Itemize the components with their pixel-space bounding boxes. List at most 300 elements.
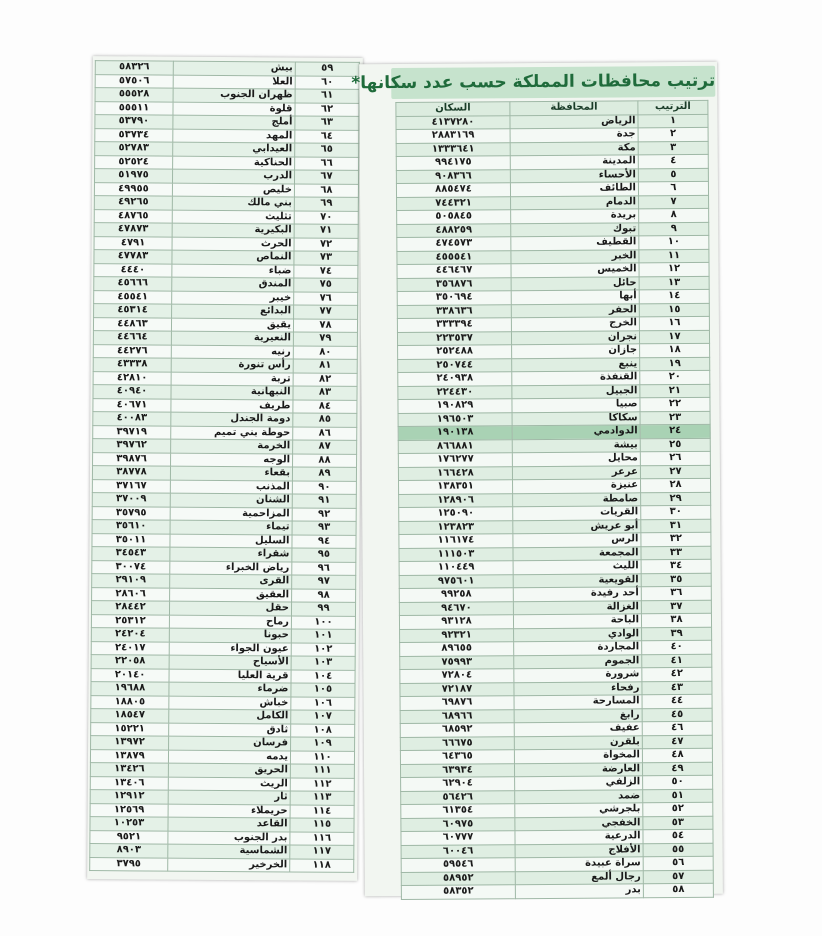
governorate-cell: السليل <box>170 534 292 548</box>
rank-cell: ٧ <box>639 195 709 209</box>
population-cell: ٦٤٣٦٥ <box>400 750 514 764</box>
governorate-cell: قرية العليا <box>169 669 291 683</box>
population-cell: ٣٧٩٥ <box>90 857 168 871</box>
population-cell: ٥٢٥٢٤ <box>95 155 173 169</box>
population-cell: ٤٥٥٥٤١ <box>397 250 511 264</box>
population-cell: ٢٤٠٩٣٨ <box>398 372 512 386</box>
rank-cell: ٢٠ <box>640 370 710 384</box>
governorate-cell: القنفذة <box>512 371 640 385</box>
governorate-header: المحافظة <box>510 101 638 115</box>
governorate-cell: الخبر <box>511 249 639 263</box>
governorate-cell: الجبيل <box>512 384 640 398</box>
governorate-cell: المجمعة <box>513 546 641 560</box>
governorate-cell: البكيرية <box>172 223 294 237</box>
rank-cell: ٦٦ <box>295 156 359 170</box>
rank-cell: ٧٩ <box>293 332 357 346</box>
governorate-cell: مكة <box>510 141 638 155</box>
rank-cell: ٢١ <box>640 384 710 398</box>
rank-cell: ٩ <box>639 222 709 236</box>
governorate-cell: رماح <box>169 615 291 629</box>
table-row <box>95 155 359 170</box>
governorate-cell: خباش <box>169 696 291 710</box>
governorate-cell: المخواة <box>514 749 642 763</box>
governorate-cell: عيون الجواء <box>169 642 291 656</box>
population-cell: ٢٨٨٣١٦٩ <box>396 129 510 143</box>
table-row <box>92 574 356 589</box>
right-page <box>351 62 723 897</box>
rank-cell: ١١٢ <box>290 777 354 791</box>
governorate-cell: فرسان <box>169 736 291 750</box>
population-cell: ١٩٦٥٠٣ <box>398 412 512 426</box>
rank-cell: ١٢ <box>639 262 709 276</box>
table-row <box>94 290 358 305</box>
table-row <box>94 169 358 184</box>
rank-cell: ٢٦ <box>640 451 710 465</box>
governorate-cell: المذنب <box>170 480 292 494</box>
population-cell: ٤٥٦٦٦ <box>94 277 172 291</box>
governorate-cell: الحفر <box>511 303 639 317</box>
rank-cell: ٥٤ <box>643 829 713 843</box>
governorate-cell: بدر <box>515 884 643 898</box>
population-cell: ٤٠٦٧١ <box>93 398 171 412</box>
page-title: ترتيب محافظات المملكة حسب عدد سكانها* <box>391 66 715 99</box>
governorate-cell: الخرخير <box>168 858 290 872</box>
governorate-cell: بقعاء <box>170 466 292 480</box>
governorate-cell: النعيرية <box>171 331 293 345</box>
table-row <box>95 142 359 157</box>
population-cell: ٦٢٩٠٤ <box>401 777 515 791</box>
rank-cell: ٥٠ <box>643 775 713 789</box>
table-row <box>93 439 357 454</box>
rank-cell: ٨٤ <box>293 399 357 413</box>
population-cell: ٦٠٠٤٦ <box>401 844 515 858</box>
population-cell: ٩٩٤١٧٥ <box>396 156 510 170</box>
population-cell: ٤٤٤٠ <box>94 263 172 277</box>
ranking-table-body <box>396 114 713 899</box>
population-cell: ٤٠٩٤٠ <box>93 385 171 399</box>
governorate-cell: المهد <box>173 129 295 143</box>
table-row <box>95 115 359 130</box>
table-row <box>92 547 356 562</box>
governorate-cell: ظهران الجنوب <box>173 88 295 102</box>
rank-cell: ٩٩ <box>291 602 355 616</box>
governorate-cell: حوطة بني تميم <box>171 426 293 440</box>
rank-cell: ٨٥ <box>293 413 357 427</box>
rank-cell: ١١٣ <box>290 791 354 805</box>
population-cell: ٥٨٣٥٢ <box>401 885 515 899</box>
table-row <box>94 196 358 211</box>
rank-cell: ٥٣ <box>643 816 713 830</box>
governorate-cell: الوادي <box>514 627 642 641</box>
governorate-cell: شقراء <box>170 547 292 561</box>
population-cell: ١٢٥٠٩٠ <box>399 507 513 521</box>
population-cell: ٨٦٦٨٨١ <box>398 439 512 453</box>
population-cell: ٩٠٨٣٦٦ <box>396 169 510 183</box>
governorate-cell: حريملاء <box>168 804 290 818</box>
table-row <box>95 101 359 116</box>
population-cell: ٩٣١٢٨ <box>399 615 513 629</box>
population-cell: ٤٩٢٦٥ <box>94 196 172 210</box>
population-cell: ٤٧٧٨٣ <box>94 250 172 264</box>
rank-cell: ٤٥ <box>642 708 712 722</box>
governorate-cell: بلقرن <box>514 735 642 749</box>
rank-cell: ١١ <box>639 249 709 263</box>
population-cell: ١٢٣٨٢٣ <box>399 520 513 534</box>
rank-cell: ٨٧ <box>293 440 357 454</box>
rank-cell: ٣١ <box>641 519 711 533</box>
table-row <box>95 61 359 76</box>
governorate-cell: المسارحة <box>514 695 642 709</box>
table-row <box>91 682 355 697</box>
governorate-cell: صامطة <box>513 492 641 506</box>
rank-cell: ٥١ <box>643 789 713 803</box>
population-cell: ٣٥٧٩٥ <box>92 506 170 520</box>
population-cell: ٣٣٣٣٩٤ <box>397 318 511 332</box>
rank-cell: ٦٣ <box>295 116 359 130</box>
governorate-cell: بني مالك <box>172 196 294 210</box>
table-row <box>92 466 356 481</box>
governorate-cell: الخرج <box>511 317 639 331</box>
rank-cell: ١٠١ <box>291 629 355 643</box>
governorate-cell: البدائع <box>172 304 294 318</box>
rank-cell: ١٠٢ <box>291 642 355 656</box>
governorate-cell: الليث <box>513 560 641 574</box>
rank-cell: ٩٥ <box>292 548 356 562</box>
table-row <box>90 803 354 818</box>
governorate-cell: بدر الجنوب <box>168 831 290 845</box>
table-row <box>93 385 357 400</box>
population-cell: ٥٣٧٣٤ <box>95 128 173 142</box>
population-cell: ٤٣٣٣٨ <box>93 358 171 372</box>
table-row <box>93 452 357 467</box>
table-row <box>93 371 357 386</box>
population-header: السكان <box>396 102 510 116</box>
population-cell: ٢٠١٤٠ <box>91 668 169 682</box>
table-row <box>91 614 355 629</box>
rank-cell: ٥٧ <box>643 870 713 884</box>
population-cell: ٦٨٥٩٢ <box>400 723 514 737</box>
population-cell: ٤٤٦٦٤ <box>93 331 171 345</box>
rank-cell: ٩٠ <box>292 480 356 494</box>
rank-cell: ١٥ <box>639 303 709 317</box>
table-row <box>94 209 358 224</box>
rank-cell: ٧٦ <box>294 291 358 305</box>
rank-cell: ٥٨ <box>643 883 713 897</box>
rank-cell: ٨٦ <box>293 426 357 440</box>
governorate-cell: الدرعية <box>515 830 643 844</box>
population-cell: ١٢٩١٢ <box>90 790 168 804</box>
rank-cell: ١٣ <box>639 276 709 290</box>
population-cell: ٤٥٥٤١ <box>94 290 172 304</box>
governorate-cell: الريث <box>168 777 290 791</box>
population-cell: ٢٥٢٤٨٨ <box>398 345 512 359</box>
rank-cell: ٥٦ <box>643 856 713 870</box>
population-cell: ٤٢٨١٠ <box>93 371 171 385</box>
ranking-table <box>395 100 714 900</box>
table-row <box>90 844 354 859</box>
population-cell: ١٣٨٣٥١ <box>399 480 513 494</box>
rank-cell: ٤٤ <box>642 694 712 708</box>
rank-cell: ٧٢ <box>294 237 358 251</box>
governorate-cell: صبيا <box>512 398 640 412</box>
rank-cell: ١١٧ <box>290 845 354 859</box>
governorate-cell: الوجه <box>171 453 293 467</box>
population-cell: ٣٧١٦٧ <box>92 479 170 493</box>
governorate-cell: رأس تنورة <box>171 358 293 372</box>
table-row <box>93 425 357 440</box>
population-cell: ٤١٣٧٢٨٠ <box>396 115 510 129</box>
rank-cell: ١١٥ <box>290 818 354 832</box>
governorate-cell: أبها <box>511 290 639 304</box>
governorate-cell: القريات <box>513 506 641 520</box>
rank-cell: ٧١ <box>294 224 358 238</box>
table-row <box>92 533 356 548</box>
population-cell: ٨٨٥٤٧٤ <box>396 183 510 197</box>
rank-cell: ٦٤ <box>295 129 359 143</box>
governorate-cell: الحريق <box>168 763 290 777</box>
population-cell: ٤٧٩١ <box>94 236 172 250</box>
rank-cell: ١٦ <box>639 316 709 330</box>
governorate-cell: المندق <box>172 277 294 291</box>
table-row <box>94 236 358 251</box>
rank-cell: ٤٩ <box>642 762 712 776</box>
rank-cell: ١٠٩ <box>291 737 355 751</box>
governorate-cell: الدوادمي <box>512 425 640 439</box>
population-cell: ٢٨٦٠٦ <box>92 587 170 601</box>
table-row <box>90 817 354 832</box>
rank-cell: ٨١ <box>293 359 357 373</box>
population-cell: ٤٤٦٤٦٧ <box>397 264 511 278</box>
rank-cell: ٤٨ <box>642 748 712 762</box>
rank-cell: ٢٥ <box>640 438 710 452</box>
governorate-cell: بيش <box>173 61 295 75</box>
governorate-cell: القاعد <box>168 817 290 831</box>
governorate-cell: ثادق <box>169 723 291 737</box>
population-cell: ٣٨٧٧٨ <box>92 466 170 480</box>
header-row <box>396 100 708 116</box>
population-cell: ٣٩٨٧٦ <box>93 452 171 466</box>
governorate-cell: حائل <box>511 276 639 290</box>
governorate-cell: سراة عبيدة <box>515 857 643 871</box>
rank-cell: ٢٩ <box>641 492 711 506</box>
governorate-cell: محايل <box>512 452 640 466</box>
table-row <box>90 763 354 778</box>
population-cell: ١٧٦٢٧٧ <box>398 453 512 467</box>
governorate-cell: الزلفي <box>515 776 643 790</box>
rank-cell: ١٠٥ <box>291 683 355 697</box>
population-cell: ١٩٠١٣٨ <box>398 426 512 440</box>
governorate-cell: العيدابي <box>173 142 295 156</box>
rank-cell: ١٠٣ <box>291 656 355 670</box>
governorate-cell: الباحة <box>513 614 641 628</box>
governorate-cell: رياض الخبراء <box>170 561 292 575</box>
governorate-cell: أملج <box>173 115 295 129</box>
population-cell: ١١١٥٠٣ <box>399 547 513 561</box>
population-cell: ٣٩٧١٩ <box>93 425 171 439</box>
governorate-cell: يقيق <box>171 318 293 332</box>
table-row <box>91 641 355 656</box>
rank-cell: ٩٤ <box>292 534 356 548</box>
rank-cell: ٨٩ <box>292 467 356 481</box>
table-row <box>93 317 357 332</box>
rank-header: الترتيب <box>638 100 708 114</box>
population-cell: ٤٩٩٥٥ <box>94 182 172 196</box>
population-cell: ٥٢٧٨٣ <box>95 142 173 156</box>
population-cell: ٩٩٢٥٨ <box>399 588 513 602</box>
population-cell: ٥٥٥١١ <box>95 101 173 115</box>
rank-cell: ٢٨ <box>641 478 711 492</box>
rank-cell: ٩٢ <box>292 507 356 521</box>
rank-cell: ٥٢ <box>643 802 713 816</box>
rank-cell: ٣٥ <box>641 573 711 587</box>
population-cell: ٩٧٥٦٠١ <box>399 574 513 588</box>
governorate-cell: بلجرشي <box>515 803 643 817</box>
rank-cell: ٤٢ <box>642 667 712 681</box>
population-cell: ٥٨٩٥٢ <box>401 871 515 885</box>
rank-cell: ٢٧ <box>640 465 710 479</box>
rank-cell: ٩٨ <box>292 588 356 602</box>
governorate-cell: القطيف <box>511 236 639 250</box>
population-cell: ٦٠٩٧٥ <box>401 817 515 831</box>
population-cell: ١٣٤٢٦ <box>90 763 168 777</box>
table-row <box>94 182 358 197</box>
table-row <box>91 601 355 616</box>
rank-cell: ١ <box>638 114 708 128</box>
table-row <box>93 344 357 359</box>
governorate-cell: بيشة <box>512 438 640 452</box>
left-page <box>87 56 363 881</box>
table-row <box>91 736 355 751</box>
table-row <box>90 776 354 791</box>
governorate-cell: دومة الجندل <box>171 412 293 426</box>
governorate-cell: الدمام <box>511 195 639 209</box>
table-row <box>93 398 357 413</box>
governorate-cell: تبوك <box>511 222 639 236</box>
rank-cell: ٦ <box>638 181 708 195</box>
population-cell: ٥٩٥٤٦ <box>401 858 515 872</box>
population-cell: ٢٢٣٥٣٧ <box>397 331 511 345</box>
population-cell: ٦١٣٥٤ <box>401 804 515 818</box>
rank-cell: ١٠٠ <box>291 615 355 629</box>
rank-cell: ٧٨ <box>293 318 357 332</box>
population-cell: ١٦٦٤٢٨ <box>398 466 512 480</box>
rank-cell: ١١٠ <box>290 750 354 764</box>
rank-cell: ١٤ <box>639 289 709 303</box>
governorate-cell: الأحساء <box>510 168 638 182</box>
rank-cell: ٧٤ <box>294 264 358 278</box>
governorate-cell: الحناكية <box>173 156 295 170</box>
rank-cell: ٤١ <box>642 654 712 668</box>
population-cell: ١٣٩٧٢ <box>91 736 169 750</box>
rank-cell: ١٨ <box>640 343 710 357</box>
population-cell: ٥٦٤٢٦ <box>401 790 515 804</box>
population-cell: ١٢٨٩٠٦ <box>399 493 513 507</box>
rank-cell: ٨٢ <box>293 372 357 386</box>
governorate-cell: عرعر <box>512 465 640 479</box>
population-cell: ٨٩٦٥٥ <box>400 642 514 656</box>
population-cell: ٢٢٠٥٨ <box>91 655 169 669</box>
governorate-cell: القويعية <box>513 573 641 587</box>
rank-cell: ٦٩ <box>294 197 358 211</box>
rank-cell: ٦٢ <box>295 102 359 116</box>
rank-cell: ١١٤ <box>290 804 354 818</box>
rank-cell: ٤٦ <box>642 721 712 735</box>
population-cell: ٣٧٠٠٩ <box>92 493 170 507</box>
table-row <box>92 520 356 535</box>
governorate-cell: العقيق <box>170 588 292 602</box>
rank-cell: ٣٠ <box>641 505 711 519</box>
rank-cell: ١٩ <box>640 357 710 371</box>
population-cell: ٣٤٥٤٣ <box>92 547 170 561</box>
table-row <box>94 223 358 238</box>
table-row <box>95 74 359 89</box>
rank-cell: ١١٨ <box>290 858 354 872</box>
population-cell: ٦٠٧٧٧ <box>401 831 515 845</box>
rank-cell: ٩٣ <box>292 521 356 535</box>
rank-cell: ٢٤ <box>640 424 710 438</box>
rank-cell: ٨٣ <box>293 386 357 400</box>
population-cell: ٣٥٠٦٩٤ <box>397 291 511 305</box>
governorate-cell: حقل <box>169 601 291 615</box>
rank-cell: ٣٤ <box>641 559 711 573</box>
population-cell: ٤٨٨٢٥٩ <box>397 223 511 237</box>
population-cell: ٣٥٠١١ <box>92 533 170 547</box>
governorate-cell: رنيه <box>171 345 293 359</box>
population-cell: ٢٤٢٠٤ <box>91 628 169 642</box>
population-cell: ٧٢١٨٧ <box>400 682 514 696</box>
population-cell: ٥١٩٧٥ <box>94 169 172 183</box>
population-cell: ٣٠٠٧٤ <box>92 560 170 574</box>
governorate-cell: الأفلاج <box>515 843 643 857</box>
governorate-cell: الحرث <box>172 237 294 251</box>
governorate-cell: الأسياح <box>169 655 291 669</box>
governorate-cell: النبهانية <box>171 385 293 399</box>
governorate-cell: المزاحمية <box>170 507 292 521</box>
rank-cell: ١١١ <box>290 764 354 778</box>
rank-cell: ٦٠ <box>295 75 359 89</box>
population-cell: ٧٥٩٩٣ <box>400 655 514 669</box>
governorate-cell: المدينة <box>510 155 638 169</box>
population-cell: ٥٣٧٩٠ <box>95 115 173 129</box>
rank-cell: ٢٢ <box>640 397 710 411</box>
table-row <box>90 749 354 764</box>
population-cell: ٢٥٣١٢ <box>91 614 169 628</box>
governorate-cell: جازان <box>512 344 640 358</box>
population-cell: ١٨٨٠٥ <box>91 695 169 709</box>
governorate-cell: القرى <box>170 574 292 588</box>
governorate-cell: حبونا <box>169 628 291 642</box>
governorate-cell: نجران <box>511 330 639 344</box>
governorate-cell: الخفجي <box>515 816 643 830</box>
rank-cell: ٤ <box>638 154 708 168</box>
table-row <box>94 277 358 292</box>
population-cell: ٢٢٤٤٣٠ <box>398 385 512 399</box>
population-cell: ٧٤٤٣٢١ <box>397 196 511 210</box>
table-row <box>90 857 354 872</box>
rank-cell: ٣٧ <box>641 600 711 614</box>
governorate-cell: الرس <box>513 533 641 547</box>
governorate-cell: الخميس <box>511 263 639 277</box>
population-cell: ١٣٨٧٩ <box>90 749 168 763</box>
table-row <box>91 695 355 710</box>
population-cell: ١٥٢٢١ <box>91 722 169 736</box>
rank-cell: ٣ <box>638 141 708 155</box>
population-cell: ١١٠٤٤٩ <box>399 561 513 575</box>
governorate-cell: أحد رفيدة <box>513 587 641 601</box>
population-cell: ١٣٣٣٦٤١ <box>396 142 510 156</box>
governorate-cell: العلا <box>173 75 295 89</box>
population-cell: ٩٤٦٧٠ <box>399 601 513 615</box>
